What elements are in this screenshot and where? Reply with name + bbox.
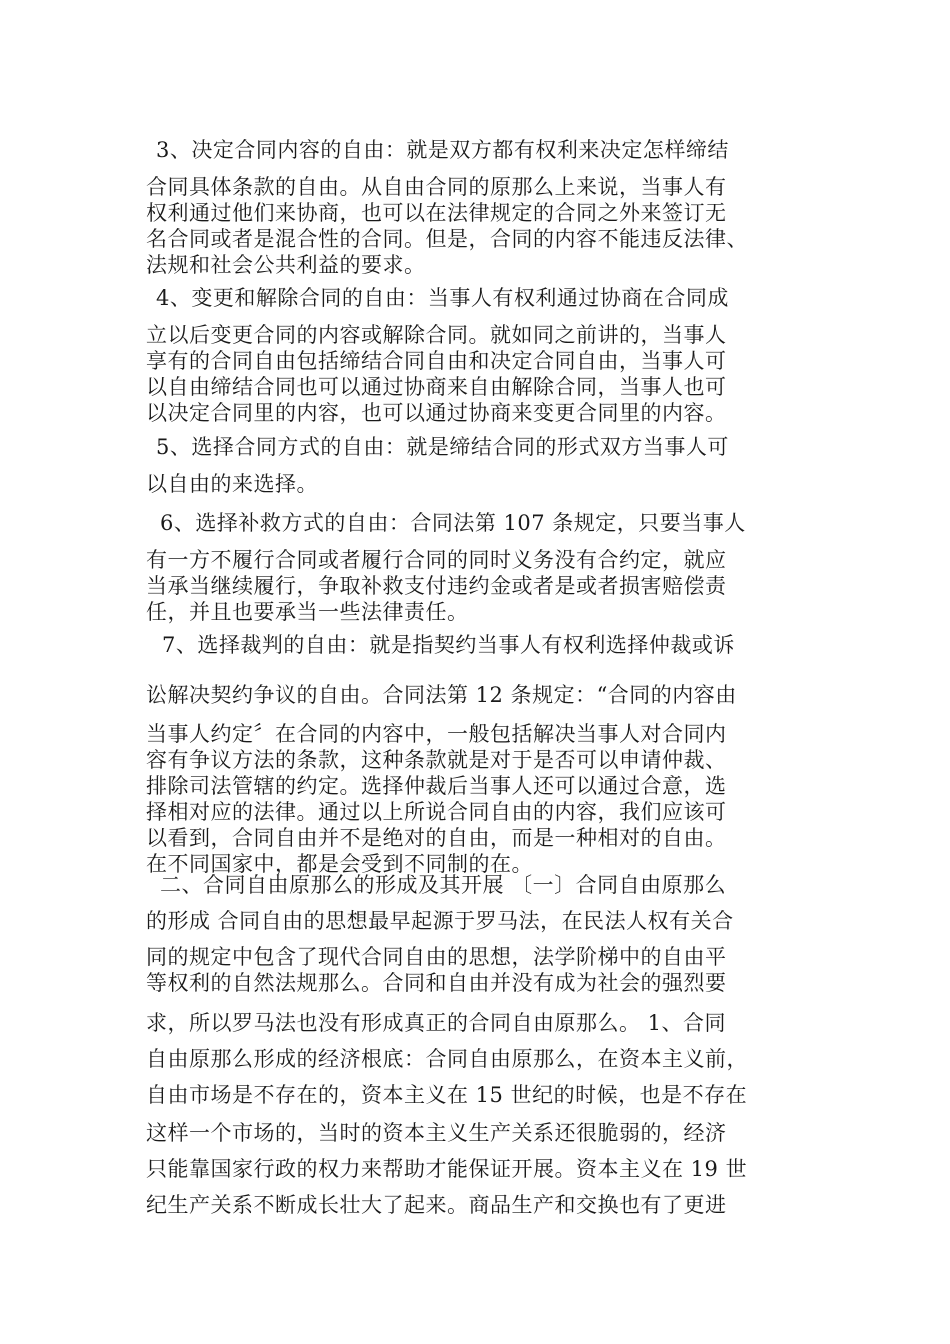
- paragraph-line: 这样一个市场的，当时的资本主义生产关系还很脆弱的，经济: [146, 1121, 727, 1145]
- paragraph-line: 纪生产关系不断成长壮大了起来。商品生产和交换也有了更进: [146, 1193, 727, 1217]
- paragraph-line: 求，所以罗马法也没有形成真正的合同自由原那么。 1、合同: [146, 1011, 727, 1035]
- paragraph-line: 有一方不履行合同或者履行合同的同时义务没有合约定，就应: [146, 548, 727, 572]
- paragraph-line: 只能靠国家行政的权力来帮助才能保证开展。资本主义在 19 世: [146, 1157, 748, 1181]
- paragraph-line: 5、选择合同方式的自由：就是缔结合同的形式双方当事人可: [156, 435, 729, 459]
- paragraph-line: 立以后变更合同的内容或解除合同。就如同之前讲的，当事人: [146, 323, 727, 347]
- paragraph-line: 名合同或者是混合性的合同。但是，合同的内容不能违反法律、: [146, 227, 748, 251]
- paragraph-line: 排除司法管辖的约定。选择仲裁后当事人还可以通过合意，选: [146, 774, 727, 798]
- paragraph-line: 自由原那么形成的经济根底：合同自由原那么，在资本主义前，: [146, 1047, 748, 1071]
- paragraph-line: 当事人约定〞在合同的内容中，一般包括解决当事人对合同内: [146, 722, 727, 746]
- paragraph-line: 享有的合同自由包括缔结合同自由和决定合同自由，当事人可: [146, 349, 727, 373]
- paragraph-line: 权利通过他们来协商，也可以在法律规定的合同之外来签订无: [146, 201, 727, 225]
- paragraph-line: 4、变更和解除合同的自由：当事人有权利通过协商在合同成: [156, 286, 729, 310]
- paragraph-line: 合同具体条款的自由。从自由合同的原那么上来说，当事人有: [146, 175, 727, 199]
- paragraph-line: 以看到，合同自由并不是绝对的自由，而是一种相对的自由。: [146, 826, 727, 850]
- paragraph-line: 在不同国家中，都是会受到不同制的在。: [146, 852, 533, 876]
- section-heading-line: 二、合同自由原那么的形成及其开展 〔一〕合同自由原那么: [160, 873, 727, 897]
- paragraph-line: 以自由缔结合同也可以通过协商来自由解除合同，当事人也可: [146, 375, 727, 399]
- paragraph-line: 6、选择补救方式的自由：合同法第 107 条规定，只要当事人: [160, 511, 746, 535]
- paragraph-line: 任，并且也要承当一些法律责任。: [146, 600, 469, 624]
- paragraph-line: 讼解决契约争议的自由。合同法第 12 条规定：“合同的内容由: [146, 683, 737, 707]
- paragraph-line: 以自由的来选择。: [146, 472, 318, 496]
- paragraph-line: 择相对应的法律。通过以上所说合同自由的内容，我们应该可: [146, 800, 727, 824]
- paragraph-line: 的形成 合同自由的思想最早起源于罗马法，在民法人权有关合: [146, 909, 734, 933]
- paragraph-line: 等权利的自然法规那么。合同和自由并没有成为社会的强烈要: [146, 971, 727, 995]
- paragraph-line: 7、选择裁判的自由：就是指契约当事人有权利选择仲裁或诉: [162, 633, 735, 657]
- paragraph-line: 以决定合同里的内容，也可以通过协商来变更合同里的内容。: [146, 401, 727, 425]
- paragraph-line: 自由市场是不存在的，资本主义在 15 世纪的时候，也是不存在: [146, 1083, 748, 1107]
- paragraph-line: 3、决定合同内容的自由：就是双方都有权利来决定怎样缔结: [156, 138, 729, 162]
- paragraph-line: 当承当继续履行，争取补救支付违约金或者是或者损害赔偿责: [146, 574, 727, 598]
- paragraph-line: 法规和社会公共利益的要求。: [146, 253, 426, 277]
- paragraph-line: 容有争议方法的条款，这种条款就是对于是否可以申请仲裁、: [146, 748, 727, 772]
- paragraph-line: 同的规定中包含了现代合同自由的思想，法学阶梯中的自由平: [146, 945, 727, 969]
